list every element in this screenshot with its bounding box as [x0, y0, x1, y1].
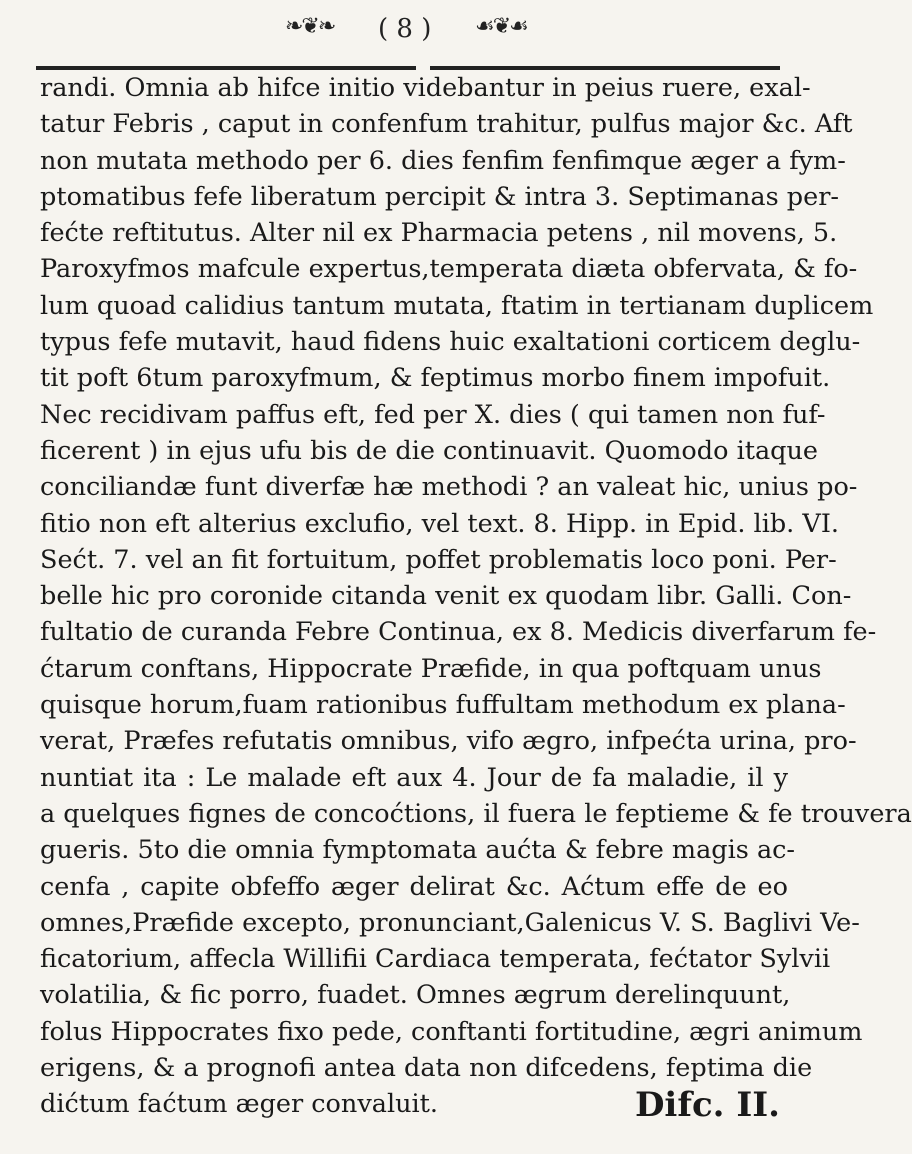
catchword: Difc. II.: [634, 1085, 780, 1125]
text-line: tatur Febris , caput in confenfum trahitur, pulfus major &c. Aft: [40, 109, 853, 140]
text-line: dićtum faćtum æger convaluit.: [40, 1089, 439, 1120]
text-line: omnes,Præfide excepto, pronunciant,Galenicus V. S. Baglivi Ve-: [40, 907, 860, 938]
text-line: tit poft 6tum paroxyfmum, & feptimus morbo finem impofuit.: [40, 363, 831, 394]
text-line: Nec recidivam paffus eft, fed per X. dies ( qui tamen non fuf-: [40, 399, 826, 430]
text-line: ficatorium, affecla Willifii Cardiaca temperata, fećtator Sylvii: [40, 944, 831, 975]
text-line: fultatio de curanda Febre Continua, ex 8. Medicis diverfarum fe-: [40, 617, 877, 648]
text-line: fećte reftitutus. Alter nil ex Pharmacia petens , nil movens, 5.: [40, 218, 838, 249]
text-line: randi. Omnia ab hifce initio videbantur in peius ruere, exal-: [40, 73, 811, 103]
text-line: erigens, & a prognofi antea data non difcedens, feptima die: [40, 1053, 813, 1084]
text-line: non mutata methodo per 6. dies fenfim fenfimque æger a fym-: [40, 145, 846, 176]
text-line: conciliandæ funt diverfæ hæ methodi ? an valeat hic, unius po-: [40, 472, 858, 503]
text-line: Paroxyfmos mafcule expertus,temperata diæta obfervata, & fo-: [40, 254, 858, 285]
ornament-left-icon: ❧❦❧: [285, 14, 335, 39]
text-line: typus fefe mutavit, haud fidens huic exaltationi corticem deglu-: [40, 327, 861, 358]
text-line: ćtarum conftans, Hippocrate Præfide, in qua poftquam unus: [40, 653, 822, 684]
text-line: verat, Præfes refutatis omnibus, vifo ægro, infpećta urina, pro-: [40, 726, 857, 757]
text-line: belle hic pro coronide citanda venit ex quodam libr. Galli. Con-: [40, 581, 852, 612]
ornament-right-icon: ☙❦☙: [475, 14, 527, 39]
text-line: ficerent ) in ejus ufu bis de die continuavit. Quomodo itaque: [40, 435, 819, 466]
text-line: a quelques fignes de concoćtions, il fuera le feptieme & fe trouvera: [40, 798, 912, 829]
page-header: [0, 10, 800, 60]
text-line: fitio non eft alterius exclufio, vel text. 8. Hipp. in Epid. lib. VI.: [40, 508, 839, 539]
text-line: ptomatibus fefe liberatum percipit & intra 3. Septimanas per-: [40, 181, 840, 212]
text-line: volatilia, & fic porro, fuadet. Omnes ægrum derelinquunt,: [40, 980, 791, 1011]
text-line: Sećt. 7. vel an fit fortuitum, poffet problematis loco poni. Per-: [40, 544, 837, 575]
text-line: quisque horum,fuam rationibus fuffultam methodum ex plana-: [40, 690, 846, 721]
text-line: nuntiat ita : Le malade eft aux 4. Jour de fa maladie, il y: [40, 762, 788, 793]
page-number: ( 8 ): [378, 14, 432, 44]
text-line: gueris. 5to die omnia fymptomata aućta & febre magis ac-: [40, 835, 796, 866]
text-line: folus Hippocrates fixo pede, conftanti fortitudine, ægri animum: [40, 1016, 863, 1047]
text-line: lum quoad calidius tantum mutata, ftatim in tertianam duplicem: [40, 290, 874, 321]
body-text: [40, 70, 912, 1123]
text-line: cenfa , capite obfeffo æger delirat &c. Aćtum effe de eo: [40, 871, 788, 902]
